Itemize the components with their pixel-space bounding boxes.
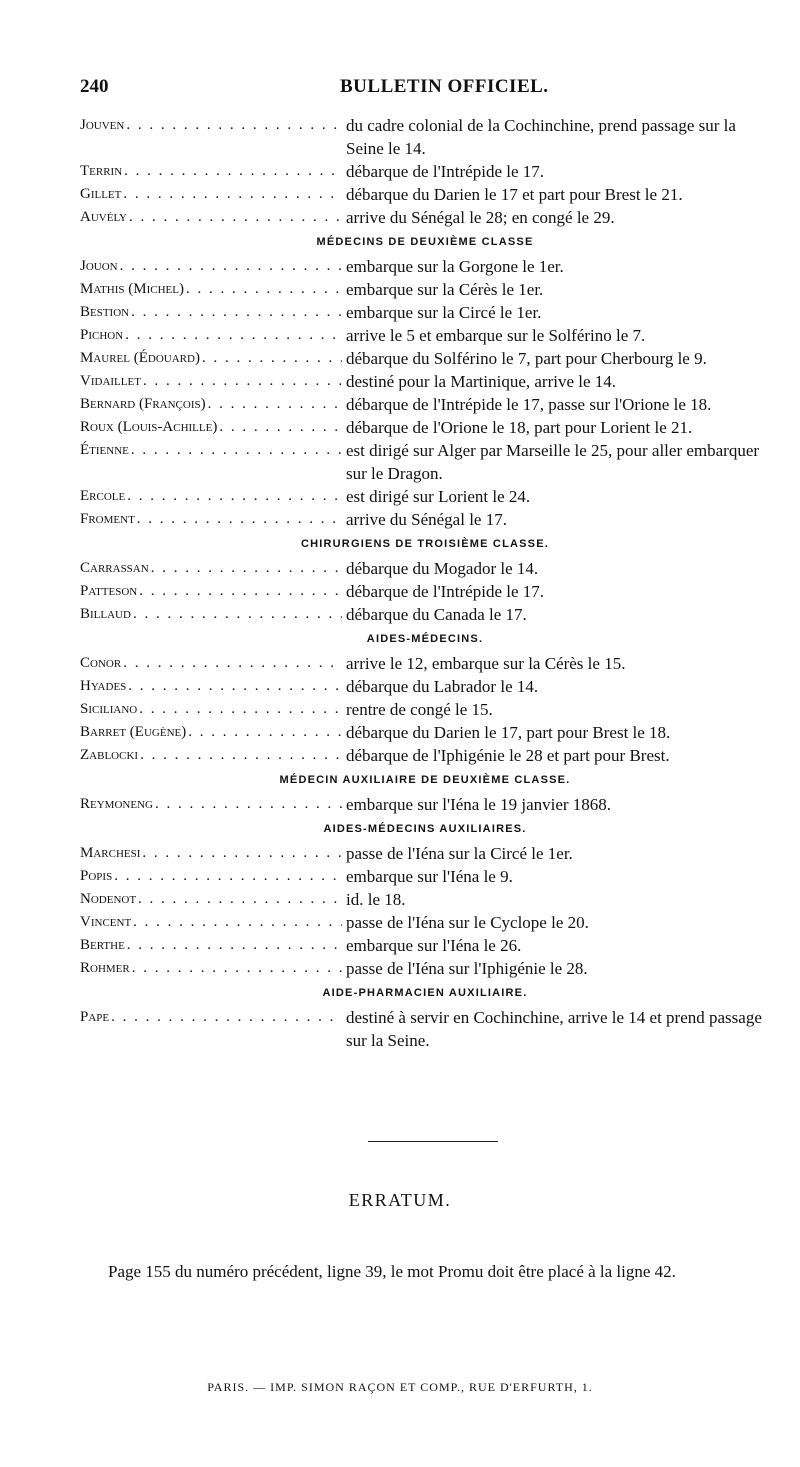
entry-description: débarque du Mogador le 14. xyxy=(346,559,539,578)
leader-dots xyxy=(122,160,342,183)
entry-name: Billaud xyxy=(80,606,131,622)
personnel-entry xyxy=(80,603,770,626)
entry-description: destiné à servir en Cochinchine, arrive le 14 et prend passage sur la Seine. xyxy=(346,1008,762,1050)
personnel-entry xyxy=(80,793,770,816)
personnel-entry xyxy=(80,888,770,911)
entry-description: débarque du Canada le 17. xyxy=(346,605,527,624)
entry-name: Patteson xyxy=(80,583,138,599)
leader-dots xyxy=(121,652,342,675)
leader-dots xyxy=(136,888,342,911)
leader-dots xyxy=(141,370,342,393)
entry-name: Froment xyxy=(80,511,135,527)
entry-name: Zablocki xyxy=(80,747,139,763)
section-heading: MÉDECIN AUXILIAIRE DE DEUXIÈME CLASSE. xyxy=(279,774,571,786)
entry-name-cell xyxy=(80,416,342,439)
entry-description: passe de l'Iéna sur l'Iphigénie le 28. xyxy=(346,959,588,978)
leader-dots xyxy=(124,114,342,137)
section-heading: CHIRURGIENS DE TROISIÈME CLASSE. xyxy=(300,538,550,550)
leader-dots xyxy=(131,911,342,934)
entry-description: débarque du Solférino le 7, part pour Cherbourg le 9. xyxy=(346,349,707,368)
entry-name-cell xyxy=(80,865,342,888)
section-heading: AIDE-PHARMACIEN AUXILIAIRE. xyxy=(322,987,528,999)
entry-name: Terrin xyxy=(80,163,123,179)
entry-name-cell xyxy=(80,324,342,347)
entry-description: destiné pour la Martinique, arrive le 14. xyxy=(346,372,617,391)
entry-name-cell xyxy=(80,206,342,229)
leader-dots xyxy=(206,393,342,416)
entry-name-cell xyxy=(80,485,342,508)
entry-name: Jouon xyxy=(80,258,118,274)
personnel-entry xyxy=(80,114,770,160)
leader-dots xyxy=(118,255,342,278)
entry-name: Bernard (François) xyxy=(80,396,206,412)
entry-name: Conor xyxy=(80,655,122,671)
entry-name: Étienne xyxy=(80,442,129,458)
entry-name: Roux (Louis-Achille) xyxy=(80,419,218,435)
entry-name: Nodenot xyxy=(80,891,137,907)
entry-name-cell xyxy=(80,393,342,416)
personnel-entry xyxy=(80,255,770,278)
personnel-entry xyxy=(80,557,770,580)
entry-description: passe de l'Iéna sur la Circé le 1er. xyxy=(346,844,573,863)
personnel-entry xyxy=(80,370,770,393)
entry-name: Ercole xyxy=(80,488,126,504)
leader-dots xyxy=(121,183,342,206)
personnel-entry xyxy=(80,393,770,416)
entry-name: Bestion xyxy=(80,304,130,320)
leader-dots xyxy=(125,934,342,957)
personnel-entry xyxy=(80,278,770,301)
entry-name-cell xyxy=(80,278,342,301)
personnel-entry xyxy=(80,324,770,347)
leader-dots xyxy=(184,278,342,301)
personnel-entry xyxy=(80,652,770,675)
personnel-entry xyxy=(80,865,770,888)
erratum-text: Page 155 du numéro précédent, ligne 39, le mot Promu doit être placé à la ligne 42. xyxy=(108,1262,676,1281)
entry-name-cell xyxy=(80,934,342,957)
entry-name-cell xyxy=(80,557,342,580)
leader-dots xyxy=(125,485,342,508)
personnel-entry xyxy=(80,206,770,229)
entry-name: Auvély xyxy=(80,209,128,225)
entry-name-cell xyxy=(80,721,342,744)
entry-name-cell xyxy=(80,744,342,767)
entry-name-cell xyxy=(80,603,342,626)
leader-dots xyxy=(149,557,342,580)
entry-name: Jouven xyxy=(80,117,125,133)
personnel-entry xyxy=(80,439,770,485)
entry-name-cell xyxy=(80,698,342,721)
leader-dots xyxy=(112,865,342,888)
entry-description: débarque du Darien le 17 et part pour Brest le 21. xyxy=(346,185,683,204)
entry-name-cell xyxy=(80,183,342,206)
page-header xyxy=(80,76,760,106)
personnel-entry xyxy=(80,301,770,324)
entry-description: embarque sur l'Iéna le 26. xyxy=(346,936,522,955)
entry-description: arrive du Sénégal le 17. xyxy=(346,510,507,529)
entry-description: débarque du Labrador le 14. xyxy=(346,677,539,696)
entry-name: Maurel (Édouard) xyxy=(80,350,200,366)
entry-name-cell xyxy=(80,675,342,698)
leader-dots xyxy=(129,439,342,462)
entry-name: Vidaillet xyxy=(80,373,141,389)
entry-name-cell xyxy=(80,439,342,462)
entry-name-cell xyxy=(80,1006,342,1029)
personnel-entry xyxy=(80,160,770,183)
personnel-entry xyxy=(80,347,770,370)
leader-dots xyxy=(131,603,342,626)
entry-name: Siciliano xyxy=(80,701,138,717)
entry-description: est dirigé sur Lorient le 24. xyxy=(346,487,531,506)
personnel-entry xyxy=(80,183,770,206)
entry-description: embarque sur la Cérès le 1er. xyxy=(346,280,544,299)
section-heading: MÉDECINS DE DEUXIÈME CLASSE xyxy=(316,236,534,248)
entry-description: débarque de l'Iphigénie le 28 et part pour Brest. xyxy=(346,746,670,765)
entry-name-cell xyxy=(80,652,342,675)
personnel-entry xyxy=(80,1006,770,1052)
entry-description: arrive du Sénégal le 28; en congé le 29. xyxy=(346,208,615,227)
page-number: 240 xyxy=(80,76,109,97)
entry-name-cell xyxy=(80,255,342,278)
personnel-entry xyxy=(80,416,770,439)
entry-description: embarque sur la Circé le 1er. xyxy=(346,303,542,322)
personnel-entry xyxy=(80,508,770,531)
leader-dots xyxy=(137,580,342,603)
leader-dots xyxy=(153,793,342,816)
page-title: BULLETIN OFFICIEL. xyxy=(340,76,549,97)
entry-description: id. le 18. xyxy=(346,890,406,909)
entry-description: du cadre colonial de la Cochinchine, prend passage sur la Seine le 14. xyxy=(346,116,736,158)
leader-dots xyxy=(109,1006,342,1029)
section-heading: AIDES-MÉDECINS. xyxy=(366,633,484,645)
entry-name-cell xyxy=(80,888,342,911)
section-heading: AIDES-MÉDECINS AUXILIAIRES. xyxy=(323,823,527,835)
leader-dots xyxy=(217,416,342,439)
entry-description: débarque de l'Intrépide le 17, passe sur l'Orione le 18. xyxy=(346,395,712,414)
entry-name: Popis xyxy=(80,868,113,884)
leader-dots xyxy=(127,206,342,229)
entry-description: débarque de l'Intrépide le 17. xyxy=(346,582,545,601)
entry-name-cell xyxy=(80,370,342,393)
leader-dots xyxy=(130,957,342,980)
entry-name: Mathis (Michel) xyxy=(80,281,184,297)
entry-description: débarque du Darien le 17, part pour Brest le 18. xyxy=(346,723,671,742)
entry-name-cell xyxy=(80,301,342,324)
entry-name: Gillet xyxy=(80,186,122,202)
personnel-entry xyxy=(80,698,770,721)
leader-dots xyxy=(137,698,342,721)
entry-name: Carrassan xyxy=(80,560,149,576)
leader-dots xyxy=(200,347,342,370)
leader-dots xyxy=(123,324,342,347)
entry-name: Pape xyxy=(80,1009,110,1025)
personnel-entry xyxy=(80,580,770,603)
entry-name: Berthe xyxy=(80,937,125,953)
personnel-entry xyxy=(80,842,770,865)
leader-dots xyxy=(135,508,342,531)
entry-name: Marchesi xyxy=(80,845,141,861)
entry-name: Reymoneng xyxy=(80,796,153,812)
separator-rule xyxy=(368,1141,498,1142)
entry-name: Pichon xyxy=(80,327,124,343)
entry-description: est dirigé sur Alger par Marseille le 25, pour aller embarquer sur le Dragon. xyxy=(346,441,760,483)
leader-dots xyxy=(126,675,342,698)
personnel-entry xyxy=(80,934,770,957)
entry-name-cell xyxy=(80,911,342,934)
printer-footer: PARIS. — IMP. SIMON RAÇON ET COMP., RUE D'ERFURTH, 1. xyxy=(207,1380,593,1394)
entry-description: embarque sur l'Iéna le 9. xyxy=(346,867,513,886)
entry-name-cell xyxy=(80,842,342,865)
leader-dots xyxy=(186,721,342,744)
entry-description: arrive le 5 et embarque sur le Solférino le 7. xyxy=(346,326,646,345)
leader-dots xyxy=(138,744,342,767)
personnel-entry xyxy=(80,911,770,934)
personnel-entry xyxy=(80,957,770,980)
personnel-entry xyxy=(80,675,770,698)
personnel-entry xyxy=(80,721,770,744)
entry-name: Vincent xyxy=(80,914,132,930)
entry-description: rentre de congé le 15. xyxy=(346,700,493,719)
entry-name-cell xyxy=(80,160,342,183)
entry-description: embarque sur l'Iéna le 19 janvier 1868. xyxy=(346,795,612,814)
entry-description: débarque de l'Intrépide le 17. xyxy=(346,162,545,181)
entry-name-cell xyxy=(80,114,342,137)
leader-dots xyxy=(129,301,342,324)
personnel-entry xyxy=(80,485,770,508)
entry-name-cell xyxy=(80,508,342,531)
entry-name: Rohmer xyxy=(80,960,130,976)
entry-description: arrive le 12, embarque sur la Cérès le 15. xyxy=(346,654,626,673)
entry-name: Barret (Eugène) xyxy=(80,724,187,740)
erratum-title: ERRATUM. xyxy=(348,1190,452,1210)
entry-description: passe de l'Iéna sur le Cyclope le 20. xyxy=(346,913,589,932)
entry-description: débarque de l'Orione le 18, part pour Lorient le 21. xyxy=(346,418,693,437)
entry-name-cell xyxy=(80,580,342,603)
entry-name: Hyades xyxy=(80,678,127,694)
entry-name-cell xyxy=(80,793,342,816)
movement-listing xyxy=(80,114,770,1052)
leader-dots xyxy=(140,842,342,865)
entry-description: embarque sur la Gorgone le 1er. xyxy=(346,257,564,276)
entry-name-cell xyxy=(80,957,342,980)
personnel-entry xyxy=(80,744,770,767)
entry-name-cell xyxy=(80,347,342,370)
